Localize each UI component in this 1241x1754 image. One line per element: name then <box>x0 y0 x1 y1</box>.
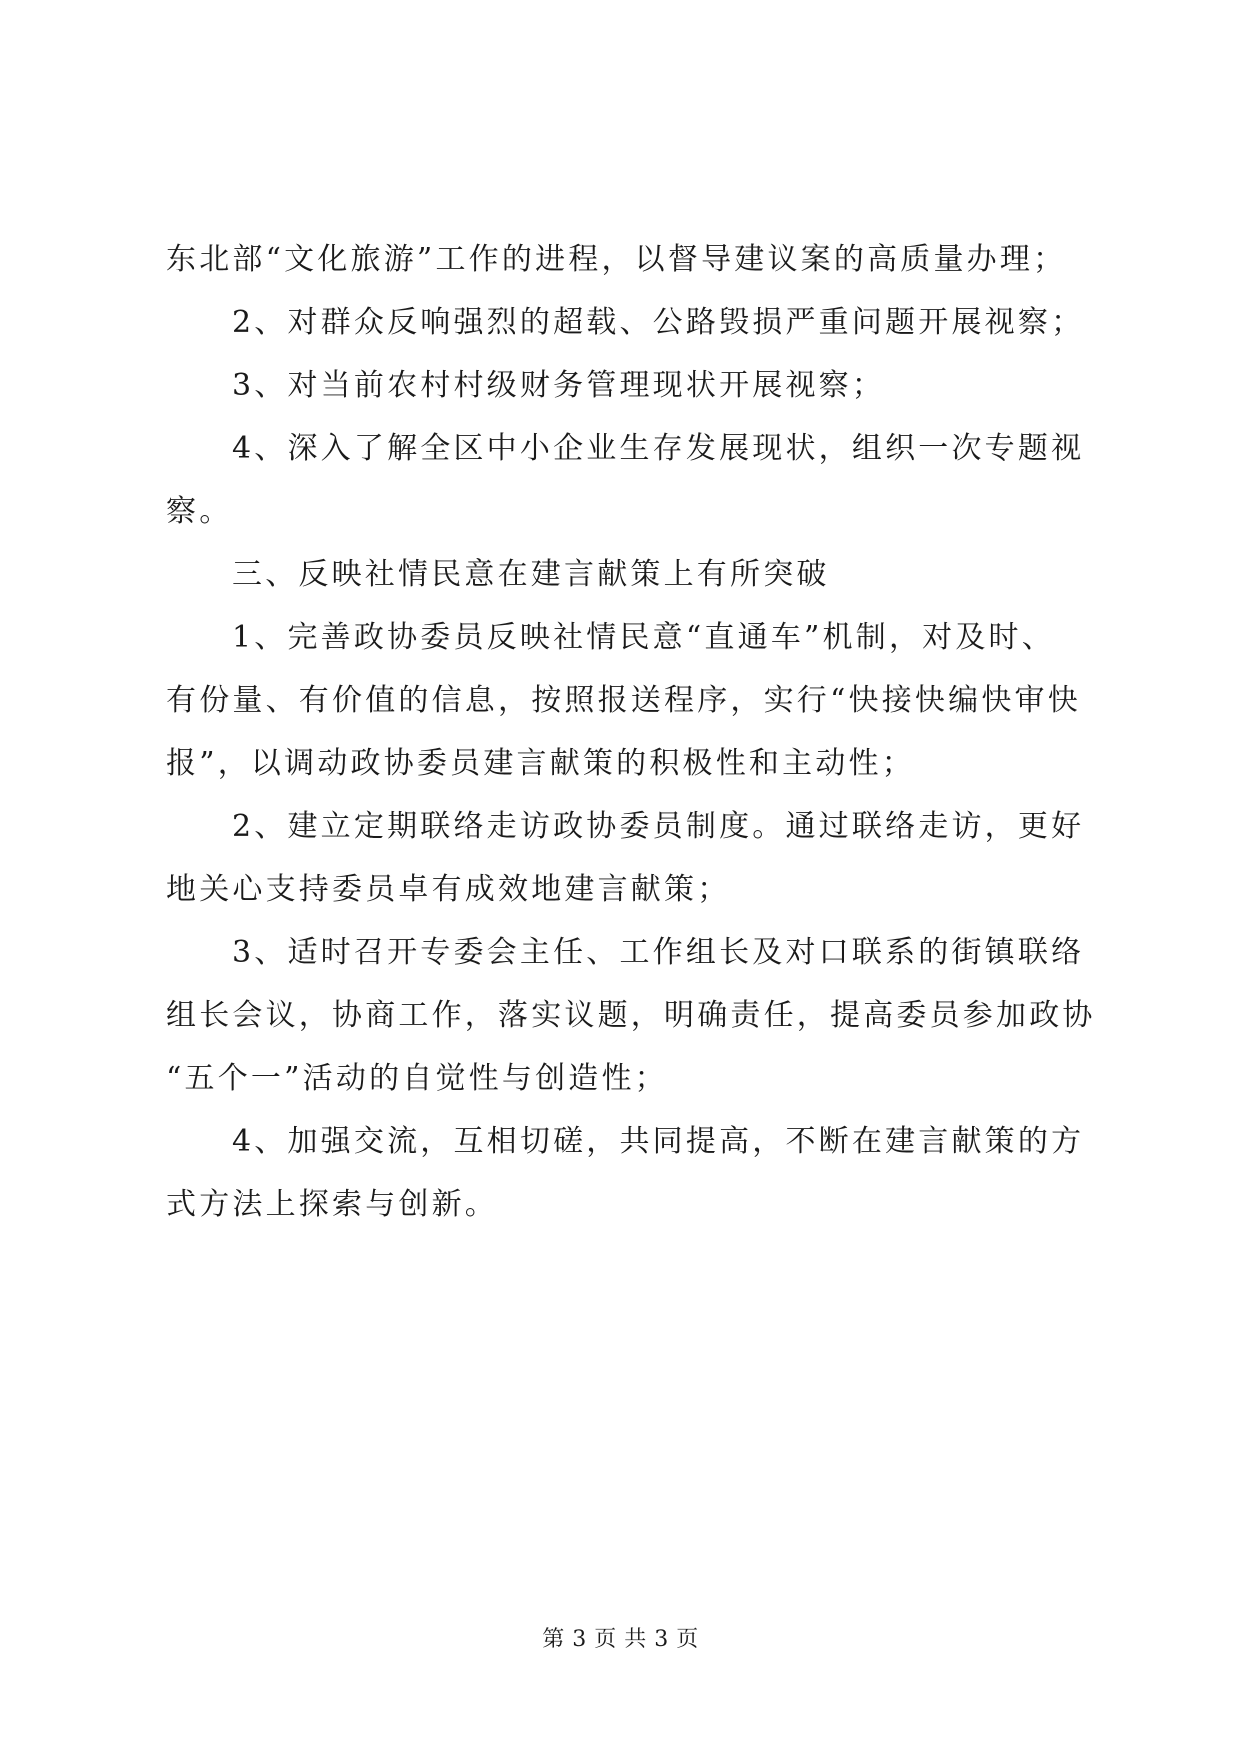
section-heading: 三、反映社情民意在建言献策上有所突破 <box>232 557 830 592</box>
text-line: “五个一”活动的自觉性与创造性； <box>166 1061 668 1096</box>
text-line: 1、完善政协委员反映社情民意“直通车”机制，对及时、 <box>232 620 1055 655</box>
page-number-footer: 第 3 页 共 3 页 <box>542 1627 699 1652</box>
text-line: 2、对群众反响强烈的超载、公路毁损严重问题开展视察； <box>232 305 1085 340</box>
document-body <box>166 228 1096 1236</box>
text-line: 3、对当前农村村级财务管理现状开展视察； <box>232 368 886 403</box>
text-line: 式方法上探索与创新。 <box>166 1187 498 1222</box>
text-line: 2、建立定期联络走访政协委员制度。通过联络走访，更好 <box>232 809 1085 844</box>
text-line: 有份量、有价值的信息，按照报送程序，实行“快接快编快审快 <box>166 683 1081 718</box>
text-line: 地关心支持委员卓有成效地建言献策； <box>166 872 731 907</box>
text-line: 4、加强交流，互相切磋，共同提高，不断在建言献策的方 <box>232 1124 1085 1159</box>
text-line: 3、适时召开专委会主任、工作组长及对口联系的街镇联络 <box>232 935 1085 970</box>
text-line: 东北部“文化旅游”工作的进程，以督导建议案的高质量办理； <box>166 242 1067 277</box>
text-line: 报”，以调动政协委员建言献策的积极性和主动性； <box>166 746 915 781</box>
text-line: 4、深入了解全区中小企业生存发展现状，组织一次专题视 <box>232 431 1085 466</box>
text-line: 察。 <box>166 494 233 529</box>
text-line: 组长会议，协商工作，落实议题，明确责任，提高委员参加政协 <box>166 998 1096 1033</box>
